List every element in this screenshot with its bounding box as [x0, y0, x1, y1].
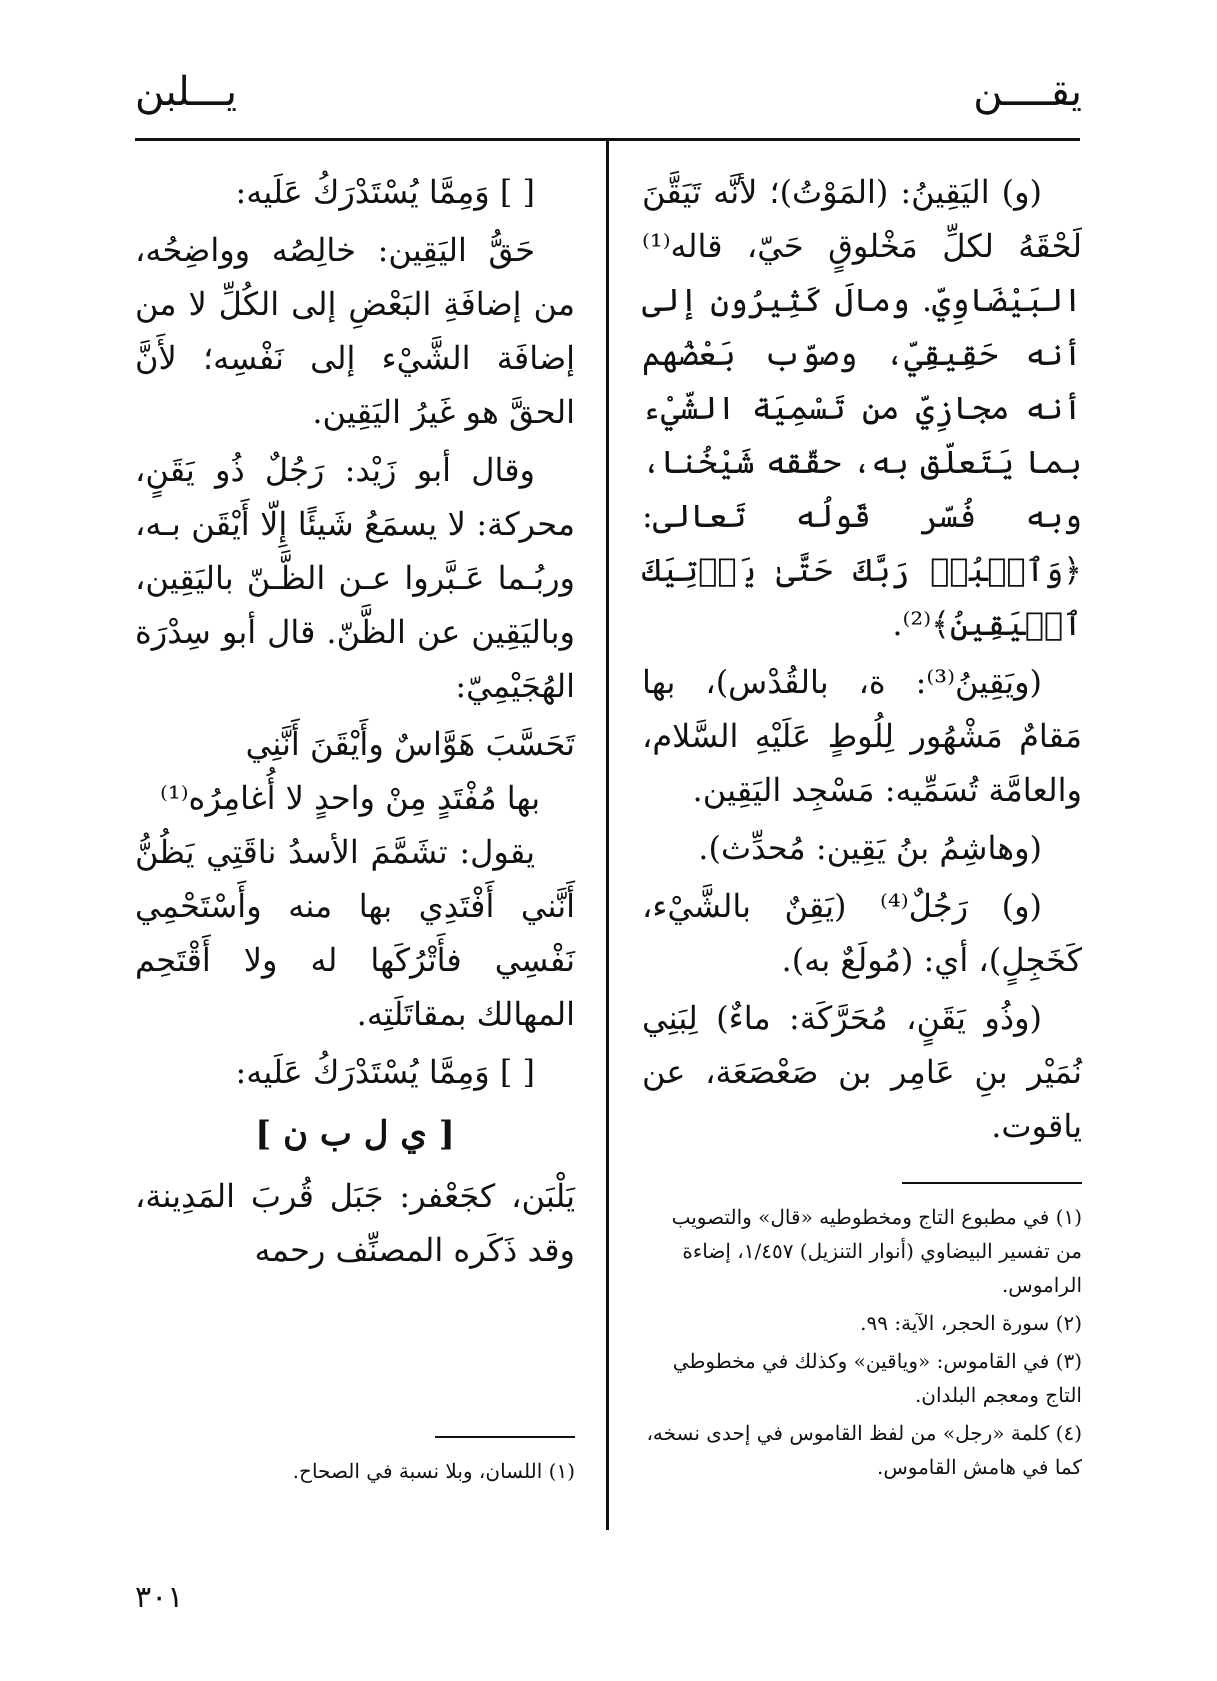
entry-paragraph: (و) اليَقِينُ: (المَوْتُ)؛ لأنَّه تَيَقَّنَ لَحْقَهُ لكلِّ مَخْلوقٍ حَيّ، قاله⁽¹⁾ البَيْضَاوِيّ. ومالَ كَثِيرُون إلى أنه حَقِيقِيّ، وصوّب بَعْضُهم أنه مجازِيّ من تَسْمِيَة الشّيْء بما يَتَعلّق به، حقّقه شَيْخُنا، وبه فُسّر قَولُه تَعالى: ﴿وَٱعۡبُدۡ رَبَّكَ حَتَّىٰ يَأۡتِيَكَ ٱلۡيَقِينُ﴾⁽²⁾.	[642, 173, 1082, 643]
running-header-left: يـــلبن	[135, 69, 238, 115]
footnote: (٣) في القاموس: «وياقين» وكذلك في مخطوطي التاج ومعجم البلدان.	[672, 1349, 1082, 1407]
entry-paragraph: حَقُّ اليَقِين: خالِصُه وواضِحُه، من إضافَةِ البَعْضِ إلى الكُلِّ لا من إضافَة الشَّيْء إلى نَفْسِه؛ لأَنَّ الحقَّ هو غَيرُ اليَقِين.	[135, 231, 575, 431]
entry-paragraph: (وذُو يَقَنٍ، مُحَرَّكَة: ماءٌ) لِبَنِي نُمَيْر بنِ عَامِر بن صَعْصَعَة، عن ياقوت.	[642, 999, 1082, 1145]
entry-paragraph: (و) رَجُلٌ⁽⁴⁾ (يَقِنٌ بالشَّيْء، كَخَجِلٍ)، أي: (مُولَعٌ به).	[642, 887, 1082, 979]
page-number: ٣٠١	[135, 1580, 184, 1615]
entry-paragraph: يقول: تشَمَّمَ الأسدُ ناقَتِي يَظُنُّ أَنَّني أَفْتَدِي بها منه وأَسْتَحْمِي نَفْسِي فأَتْرُكَها له ولا أَقْتَحِم المهالك بمقاتَلَتِه.	[135, 833, 575, 1033]
footnote: (١) في مطبوع التاج ومخطوطيه «قال» والتصويب من تفسير البيضاوي (أنوار التنزيل) ١/٤٥٧، إضاءة الراموس.	[671, 1205, 1082, 1297]
entry-paragraph: (وهاشِمُ بنُ يَقِين: مُحدِّث).	[698, 829, 1042, 867]
running-header-right: يقــــن	[973, 69, 1082, 115]
addendum-heading: [ ] وَمِمَّا يُسْتَدْرَكُ عَلَيه:	[235, 173, 535, 211]
entry-paragraph: (ويَقِينُ⁽³⁾: ة، بالقُدْس)، بها مَقامٌ مَشْهُور لِلُوطٍ عَلَيْهِ السَّلام، والعامَّة تُسَمِّيه: مَسْجِد اليَقِين.	[642, 663, 1082, 809]
root-entry-heading: [ ي ل ب ن ]	[255, 1114, 455, 1154]
poetry-verse-first: تَحَسَّبَ هَوَّاسٌ وأَيْقَنَ أَنَّنِي	[245, 725, 575, 763]
left-column	[135, 165, 575, 1281]
addendum-heading: [ ] وَمِمَّا يُسْتَدْرَكُ عَلَيه:	[235, 1053, 535, 1091]
footnotes-right	[642, 1200, 1082, 1488]
footnote: (١) اللسان، وبلا نسبة في الصحاح.	[292, 1459, 575, 1483]
footnote: (٤) كلمة «رجل» من لفظ القاموس في إحدى نسخه، كما في هامش القاموس.	[646, 1421, 1082, 1479]
poetry-verse-second: بها مُفْتَدٍ مِنْ واحدٍ لا أُغامِرُه⁽¹⁾	[160, 779, 541, 817]
footnote-rule	[902, 1182, 1082, 1184]
right-column	[642, 165, 1082, 1157]
footnotes-left	[135, 1454, 575, 1492]
entry-paragraph: وقال أبو زَيْد: رَجُلٌ ذُو يَقَنٍ، محركة: لا يسمَعُ شَيئًا إِلّا أَيْقَن بـه، وربُـما عَـبَّروا عـن الظَّـنّ باليَقِين، وباليَقِين عن الظَّنّ. قال أبو سِدْرَة الهُجَيْمِيّ:	[135, 451, 575, 705]
column-divider	[606, 140, 609, 1530]
footnote-rule	[435, 1436, 575, 1438]
entry-paragraph: يَلْبَن، كجَعْفر: جَبَل قُربَ المَدِينة، وقد ذَكَره المصنِّف رحمه	[135, 1177, 575, 1269]
footnote: (٢) سورة الحجر، الآية: ٩٩.	[860, 1311, 1082, 1335]
